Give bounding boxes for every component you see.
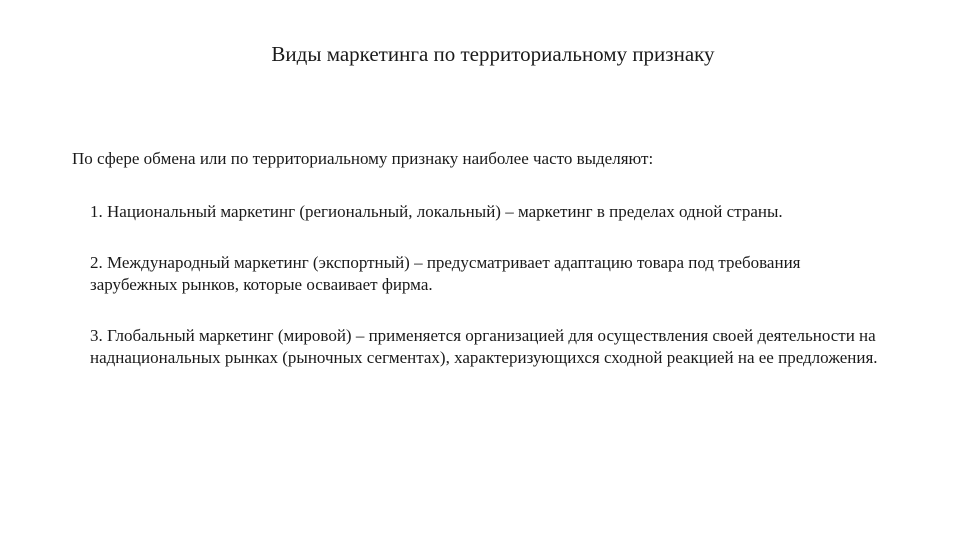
intro-text: По сфере обмена или по территориальному признаку наиболее часто выделяют: <box>72 149 654 168</box>
list-item-global: 3. Глобальный маркетинг (мировой) – применяется организацией для осуществления своей деятельности на наднациональных рынках (рыночных сегментах), характеризующихся сходной реакцией на ее предложения. <box>90 326 878 367</box>
marketing-types-list <box>90 201 890 398</box>
list-item-international: 2. Международный маркетинг (экспортный) – предусматривает адаптацию товара под требования зарубежных рынков, которые осваивает фирма. <box>90 253 801 294</box>
slide-title: Виды маркетинга по территориальному признаку <box>271 42 715 66</box>
list-item-national: 1. Национальный маркетинг (региональный, локальный) – маркетинг в пределах одной страны. <box>90 202 783 221</box>
